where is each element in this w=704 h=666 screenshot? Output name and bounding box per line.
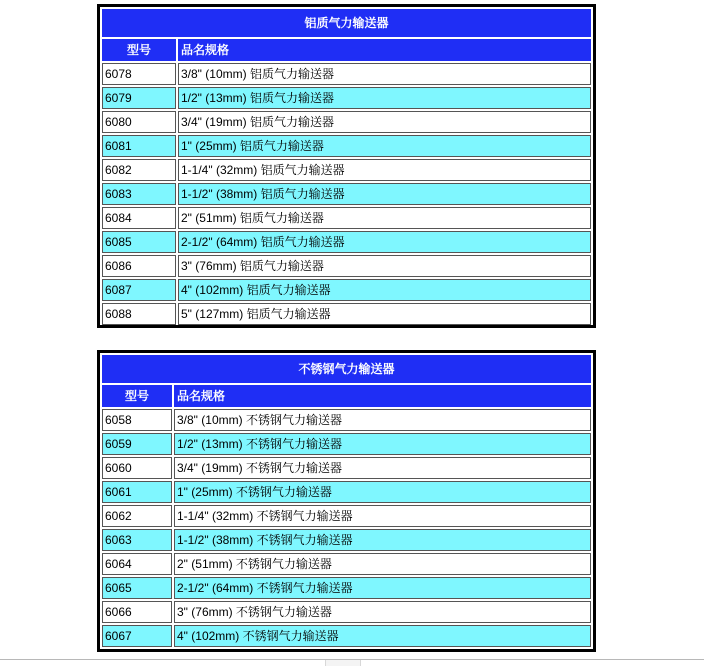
model-cell: 6062 xyxy=(102,505,172,527)
table-row xyxy=(102,505,591,527)
spec-cell: 3" (76mm) 不锈钢气力输送器 xyxy=(174,601,591,623)
header-model: 型号 xyxy=(102,39,176,61)
table-row xyxy=(102,481,591,503)
spec-cell: 1-1/2" (38mm) 铝质气力输送器 xyxy=(178,183,591,205)
table-row xyxy=(102,529,591,551)
spec-cell: 1/2" (13mm) 不锈钢气力输送器 xyxy=(174,433,591,455)
model-cell: 6083 xyxy=(102,183,176,205)
table-title: 不锈钢气力输送器 xyxy=(102,355,591,383)
table-row xyxy=(102,303,591,325)
table-header-row xyxy=(102,385,591,407)
spec-cell: 4" (102mm) 铝质气力输送器 xyxy=(178,279,591,301)
spec-cell: 1/2" (13mm) 铝质气力输送器 xyxy=(178,87,591,109)
table-row xyxy=(102,207,591,229)
table-row xyxy=(102,279,591,301)
table-row xyxy=(102,409,591,431)
model-cell: 6080 xyxy=(102,111,176,133)
model-cell: 6064 xyxy=(102,553,172,575)
table-row xyxy=(102,111,591,133)
model-cell: 6060 xyxy=(102,457,172,479)
table-row xyxy=(102,553,591,575)
table-row xyxy=(102,577,591,599)
table-row xyxy=(102,255,591,277)
spec-cell: 2-1/2" (64mm) 不锈钢气力输送器 xyxy=(174,577,591,599)
spec-cell: 1" (25mm) 铝质气力输送器 xyxy=(178,135,591,157)
table-row xyxy=(102,87,591,109)
table-row xyxy=(102,433,591,455)
model-cell: 6088 xyxy=(102,303,176,325)
model-cell: 6085 xyxy=(102,231,176,253)
spec-cell: 3/8" (10mm) 不锈钢气力输送器 xyxy=(174,409,591,431)
spec-cell: 3" (76mm) 铝质气力输送器 xyxy=(178,255,591,277)
model-cell: 6084 xyxy=(102,207,176,229)
table-row xyxy=(102,457,591,479)
spec-cell: 3/8" (10mm) 铝质气力输送器 xyxy=(178,63,591,85)
header-spec: 品名规格 xyxy=(178,39,591,61)
spec-cell: 1" (25mm) 不锈钢气力输送器 xyxy=(174,481,591,503)
aluminum-conveyor-table xyxy=(97,4,596,328)
spec-cell: 1-1/2" (38mm) 不锈钢气力输送器 xyxy=(174,529,591,551)
spec-cell: 2" (51mm) 铝质气力输送器 xyxy=(178,207,591,229)
model-cell: 6078 xyxy=(102,63,176,85)
spec-cell: 1-1/4" (32mm) 不锈钢气力输送器 xyxy=(174,505,591,527)
table-header-row xyxy=(102,39,591,61)
bottom-tab xyxy=(325,660,361,666)
model-cell: 6067 xyxy=(102,625,172,647)
spec-cell: 5" (127mm) 铝质气力输送器 xyxy=(178,303,591,325)
header-spec: 品名规格 xyxy=(174,385,591,407)
model-cell: 6065 xyxy=(102,577,172,599)
model-cell: 6059 xyxy=(102,433,172,455)
model-cell: 6086 xyxy=(102,255,176,277)
table-row xyxy=(102,601,591,623)
spec-cell: 4" (102mm) 不锈钢气力输送器 xyxy=(174,625,591,647)
model-cell: 6066 xyxy=(102,601,172,623)
table-row xyxy=(102,63,591,85)
model-cell: 6079 xyxy=(102,87,176,109)
table-row xyxy=(102,159,591,181)
spec-cell: 1-1/4" (32mm) 铝质气力输送器 xyxy=(178,159,591,181)
table-title: 铝质气力输送器 xyxy=(102,9,591,37)
spec-cell: 3/4" (19mm) 铝质气力输送器 xyxy=(178,111,591,133)
table-row xyxy=(102,625,591,647)
table-row xyxy=(102,231,591,253)
model-cell: 6082 xyxy=(102,159,176,181)
model-cell: 6061 xyxy=(102,481,172,503)
model-cell: 6087 xyxy=(102,279,176,301)
header-model: 型号 xyxy=(102,385,172,407)
spec-cell: 3/4" (19mm) 不锈钢气力输送器 xyxy=(174,457,591,479)
model-cell: 6058 xyxy=(102,409,172,431)
stainless-steel-conveyor-table xyxy=(97,350,596,652)
model-cell: 6081 xyxy=(102,135,176,157)
spec-cell: 2" (51mm) 不锈钢气力输送器 xyxy=(174,553,591,575)
table-row xyxy=(102,183,591,205)
model-cell: 6063 xyxy=(102,529,172,551)
table-row xyxy=(102,135,591,157)
spec-cell: 2-1/2" (64mm) 铝质气力输送器 xyxy=(178,231,591,253)
